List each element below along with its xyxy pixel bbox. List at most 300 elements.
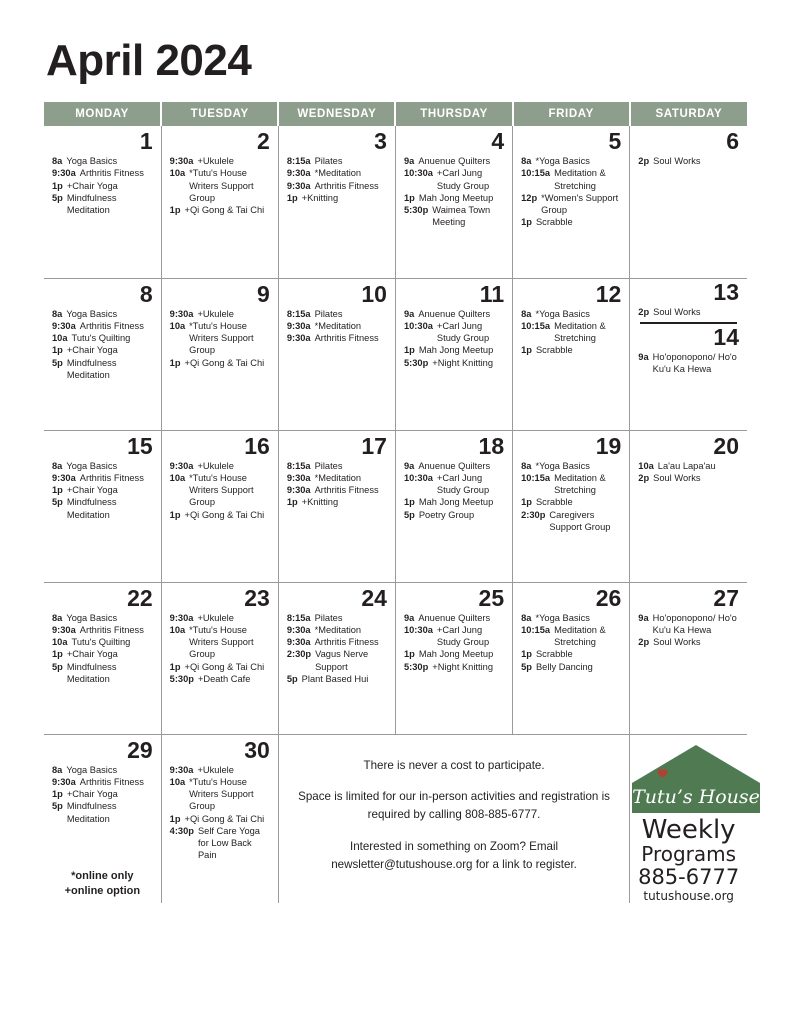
- event-time: 8:15a: [286, 308, 311, 319]
- calendar-day-cell[interactable]: [44, 126, 161, 278]
- event-item: [52, 484, 155, 496]
- event-item: [287, 180, 389, 192]
- event-description: Pilates: [314, 460, 343, 471]
- calendar-day-cell[interactable]: [44, 430, 161, 582]
- day-events: [44, 306, 161, 386]
- calendar-day-cell[interactable]: [278, 582, 395, 734]
- event-time: 9:30a: [169, 156, 194, 166]
- event-item: [404, 661, 506, 673]
- day-events: [162, 610, 278, 690]
- event-description: Pilates: [314, 612, 343, 623]
- event-description: Tutu's Quilting: [71, 637, 131, 648]
- calendar-week-row: [44, 126, 747, 278]
- event-item: [404, 509, 506, 521]
- event-description: Self Care Yoga for Low Back Pain: [197, 825, 260, 861]
- event-description: *Tutu's House Writers Support Group: [189, 168, 254, 203]
- event-time: 9:30a: [286, 637, 311, 648]
- calendar-day-cell[interactable]: [395, 582, 512, 734]
- day-number: 29: [127, 736, 153, 763]
- event-time: 9:30a: [286, 485, 311, 496]
- event-time: 8:15a: [286, 460, 311, 471]
- day-number: 17: [361, 432, 387, 459]
- event-time: 5p: [52, 801, 63, 812]
- event-time: 2:30p: [286, 649, 312, 660]
- event-description: *Yoga Basics: [535, 460, 590, 471]
- event-description: +Night Knitting: [432, 357, 493, 368]
- event-description: Mindfulness Meditation: [66, 661, 117, 684]
- event-description: *Tutu's House Writers Support Group: [189, 472, 254, 508]
- event-item: [521, 648, 623, 660]
- event-item: [287, 167, 389, 179]
- event-item: [52, 496, 155, 521]
- event-description: Mah Jong Meetup: [418, 497, 494, 508]
- event-description: Mah Jong Meetup: [418, 649, 494, 660]
- event-description: +Carl Jung Study Group: [436, 320, 490, 344]
- event-description: +Qi Gong & Tai Chi: [184, 205, 265, 216]
- day-events: [513, 153, 629, 233]
- event-description: +Carl Jung Study Group: [436, 168, 490, 191]
- day-events: [162, 458, 278, 525]
- event-item: [52, 320, 155, 332]
- day-events: [279, 610, 395, 690]
- weekday-thursday: THURSDAY: [395, 102, 512, 126]
- event-time: 5p: [52, 497, 63, 508]
- calendar-day-cell[interactable]: [513, 582, 630, 734]
- calendar-table: [44, 102, 761, 903]
- event-item: [638, 351, 741, 376]
- event-time: 9a: [638, 351, 649, 362]
- event-item: [521, 509, 623, 534]
- house-icon: [630, 743, 762, 815]
- day-number: 3: [374, 128, 387, 154]
- day-events: [396, 610, 512, 677]
- event-item: [521, 612, 623, 624]
- event-item: [287, 636, 389, 648]
- event-item: [170, 308, 272, 320]
- event-item: [170, 320, 272, 357]
- event-description: Meditation & Stretching: [554, 472, 606, 496]
- weekday-header-row: [44, 102, 747, 126]
- day-number: 22: [127, 584, 153, 611]
- day-events: [630, 349, 747, 380]
- event-item: [404, 155, 506, 167]
- event-time: 1p: [169, 661, 181, 672]
- day-number: 23: [244, 584, 270, 611]
- event-description: *Tutu's House Writers Support Group: [189, 776, 254, 812]
- event-time: 10a: [52, 637, 68, 648]
- calendar-day-cell[interactable]: [513, 430, 630, 582]
- event-item: [404, 624, 506, 649]
- event-time: 5:30p: [403, 205, 429, 216]
- svg-text:Tutu’s House: Tutu’s House: [632, 785, 761, 808]
- event-item: [521, 308, 623, 320]
- event-description: *Yoga Basics: [535, 612, 590, 623]
- day-half-top: [630, 279, 747, 322]
- event-item: [170, 357, 272, 369]
- calendar-day-cell[interactable]: [278, 126, 395, 278]
- event-time: 8a: [52, 308, 63, 319]
- event-time: 5:30p: [169, 673, 194, 684]
- event-item: [287, 624, 389, 636]
- event-time: 9:30a: [169, 308, 194, 319]
- event-description: +Chair Yoga: [66, 789, 118, 800]
- event-item: [52, 800, 155, 825]
- event-description: *Meditation: [314, 624, 362, 635]
- event-description: Ho'oponopono/ Ho'o Ku'u Ka Hewa: [652, 612, 737, 635]
- event-item: [287, 496, 389, 508]
- event-description: Waimea Town Meeting: [432, 205, 491, 228]
- day-events: [44, 610, 161, 690]
- event-item: [404, 460, 506, 472]
- page-title: April 2024: [46, 36, 252, 85]
- event-item: [404, 344, 506, 356]
- event-time: 2p: [638, 156, 650, 166]
- event-item: [638, 155, 741, 167]
- event-item: [52, 636, 155, 648]
- event-item: [287, 484, 389, 496]
- event-description: Mindfulness Meditation: [66, 357, 117, 380]
- event-item: [521, 661, 623, 673]
- event-description: Scrabble: [535, 649, 573, 660]
- logo-weekly-text: Weekly: [641, 814, 736, 845]
- event-item: [170, 612, 272, 624]
- day-events: [44, 153, 161, 220]
- event-item: [287, 332, 389, 344]
- event-item: [170, 673, 272, 685]
- weekday-saturday: SATURDAY: [630, 102, 747, 126]
- event-item: [170, 813, 272, 825]
- event-description: *Meditation: [314, 472, 362, 483]
- event-time: 2p: [638, 306, 650, 317]
- calendar-day-cell[interactable]: [44, 582, 161, 734]
- calendar-day-cell[interactable]: [278, 278, 395, 430]
- event-description: Mah Jong Meetup: [418, 192, 494, 203]
- event-time: 9:30a: [286, 333, 311, 344]
- event-time: 8a: [52, 156, 63, 166]
- event-item: [287, 673, 389, 685]
- event-time: 10a: [169, 472, 186, 483]
- event-time: 1p: [403, 192, 415, 203]
- event-description: Caregivers Support Group: [549, 509, 611, 532]
- event-description: Ho'oponopono/ Ho'o Ku'u Ka Hewa: [652, 351, 737, 375]
- calendar-day-cell[interactable]: [513, 278, 630, 430]
- event-description: La'au Lapa'au: [657, 460, 716, 471]
- event-item: [404, 496, 506, 508]
- event-description: Yoga Basics: [66, 156, 118, 166]
- calendar-day-cell[interactable]: [395, 430, 512, 582]
- event-time: 5:30p: [403, 661, 429, 672]
- event-item: [52, 776, 155, 788]
- event-item: [52, 357, 155, 382]
- event-item: [404, 612, 506, 624]
- calendar-day-cell[interactable]: [513, 126, 630, 278]
- event-description: +Qi Gong & Tai Chi: [184, 661, 265, 672]
- event-item: [52, 308, 155, 320]
- calendar-day-cell[interactable]: [161, 734, 278, 903]
- event-item: [52, 612, 155, 624]
- event-time: 5p: [286, 673, 298, 684]
- event-time: 5p: [52, 192, 63, 203]
- event-time: 1p: [403, 649, 415, 660]
- legend-online-only: *online only: [71, 869, 134, 882]
- event-item: [638, 460, 741, 472]
- event-item: [52, 460, 155, 472]
- event-description: *Yoga Basics: [535, 156, 590, 166]
- event-time: 5:30p: [403, 357, 429, 368]
- event-time: 9a: [638, 612, 649, 623]
- day-number: 26: [595, 584, 622, 611]
- day-events: [630, 304, 747, 322]
- event-item: [52, 764, 155, 776]
- event-item: [521, 624, 623, 649]
- event-time: 9:30a: [286, 320, 311, 331]
- event-description: Plant Based Hui: [301, 673, 369, 684]
- event-time: 10:30a: [403, 168, 433, 179]
- day-number: 27: [713, 584, 739, 611]
- event-description: Scrabble: [535, 497, 573, 508]
- event-time: 9a: [403, 612, 415, 623]
- logo-cell: [630, 734, 761, 903]
- event-time: 1p: [169, 357, 181, 368]
- calendar-day-cell[interactable]: [395, 278, 512, 430]
- event-time: 1p: [403, 345, 415, 356]
- event-time: 9a: [403, 156, 415, 166]
- event-item: [287, 155, 389, 167]
- event-description: Scrabble: [535, 345, 573, 356]
- event-time: 8a: [521, 612, 532, 623]
- event-description: Mindfulness Meditation: [66, 192, 117, 216]
- event-description: Anuenue Quilters: [418, 460, 491, 471]
- message-cost: There is never a cost to participate.: [363, 758, 545, 772]
- event-time: 8a: [521, 308, 532, 319]
- calendar-week-row: [44, 278, 747, 430]
- event-description: Arthritis Fitness: [314, 485, 379, 496]
- event-time: 9:30a: [52, 624, 76, 635]
- event-description: Pilates: [314, 308, 343, 319]
- calendar-week-row: [44, 430, 747, 582]
- event-time: 9:30a: [169, 764, 194, 775]
- event-time: 1p: [52, 180, 63, 191]
- event-item: [170, 167, 272, 204]
- event-item: [404, 192, 506, 204]
- event-description: +Knitting: [301, 192, 339, 203]
- event-item: [287, 612, 389, 624]
- legend: [44, 869, 161, 899]
- calendar-day-cell[interactable]: [161, 582, 278, 734]
- event-description: Arthritis Fitness: [79, 168, 144, 179]
- event-time: 1p: [52, 485, 63, 496]
- message-registration: Space is limited for our in-person activities and registration is required by calling 808-885-6777.: [298, 790, 610, 822]
- event-time: 10a: [169, 624, 186, 635]
- event-time: 2p: [638, 472, 650, 483]
- event-description: Belly Dancing: [535, 661, 593, 672]
- event-item: [521, 496, 623, 508]
- event-time: 9:30a: [52, 776, 76, 787]
- day-events: [162, 153, 278, 220]
- event-item: [404, 167, 506, 192]
- event-item: [170, 460, 272, 472]
- event-time: 10:15a: [521, 168, 551, 179]
- event-time: 10:15a: [521, 320, 551, 331]
- event-time: 1p: [521, 497, 532, 508]
- event-time: 1p: [52, 789, 63, 800]
- event-description: Vagus Nerve Support: [315, 649, 369, 672]
- event-item: [287, 308, 389, 320]
- event-item: [521, 460, 623, 472]
- day-number: 15: [127, 432, 153, 459]
- event-time: 1p: [403, 497, 415, 508]
- event-time: 1p: [521, 217, 532, 228]
- event-description: Anuenue Quilters: [418, 308, 491, 319]
- event-item: [287, 192, 389, 204]
- event-item: [52, 788, 155, 800]
- day-number: 24: [361, 584, 387, 611]
- event-description: Yoga Basics: [66, 612, 118, 623]
- event-time: 10a: [169, 320, 186, 331]
- info-message: [279, 735, 629, 875]
- event-description: +Qi Gong & Tai Chi: [184, 509, 265, 520]
- event-description: Yoga Basics: [66, 764, 118, 775]
- event-item: [404, 308, 506, 320]
- event-time: 1p: [52, 345, 63, 356]
- event-time: 8a: [521, 156, 532, 166]
- event-item: [52, 624, 155, 636]
- event-time: 5p: [52, 357, 63, 368]
- day-number: 1: [139, 128, 153, 154]
- calendar-day-cell[interactable]: [161, 278, 278, 430]
- event-description: Arthritis Fitness: [314, 180, 379, 191]
- event-time: 10:15a: [521, 472, 551, 483]
- event-time: 10:30a: [403, 624, 433, 635]
- day-events: [630, 610, 747, 653]
- event-time: 9:30a: [286, 472, 311, 483]
- calendar-day-cell[interactable]: [395, 126, 512, 278]
- calendar-day-cell[interactable]: [630, 582, 747, 734]
- event-time: 1p: [52, 649, 63, 660]
- day-number: 18: [478, 432, 505, 459]
- event-item: [52, 155, 155, 167]
- event-time: 9:30a: [52, 472, 76, 483]
- event-description: Soul Works: [653, 156, 701, 166]
- event-description: *Yoga Basics: [535, 308, 590, 319]
- event-item: [638, 636, 741, 648]
- event-item: [521, 167, 623, 192]
- event-item: [404, 648, 506, 660]
- event-description: +Ukulele: [197, 460, 234, 471]
- event-time: 8a: [52, 612, 63, 623]
- calendar-day-cell[interactable]: [44, 734, 161, 903]
- day-half-bottom: [630, 324, 747, 380]
- event-time: 1p: [286, 497, 298, 508]
- tutus-house-logo: [630, 735, 761, 904]
- calendar-day-cell[interactable]: [630, 278, 747, 430]
- event-time: 10a: [52, 333, 68, 344]
- day-number: 5: [608, 128, 622, 154]
- day-number: 25: [478, 584, 505, 611]
- day-number: 14: [713, 323, 739, 350]
- event-time: 10a: [169, 776, 186, 787]
- event-description: +Ukulele: [197, 612, 234, 623]
- event-time: 1p: [169, 509, 181, 520]
- event-time: 9a: [403, 460, 415, 471]
- day-number: 16: [244, 432, 270, 459]
- event-item: [170, 825, 272, 862]
- event-description: +Knitting: [301, 497, 339, 508]
- event-description: Arthritis Fitness: [314, 333, 379, 344]
- day-events: [513, 610, 629, 677]
- event-time: 1p: [286, 192, 298, 203]
- event-description: +Carl Jung Study Group: [436, 624, 490, 648]
- event-item: [521, 320, 623, 345]
- event-item: [170, 624, 272, 661]
- event-description: Mah Jong Meetup: [418, 345, 494, 356]
- event-description: +Chair Yoga: [66, 485, 118, 496]
- event-time: 9:30a: [169, 612, 194, 623]
- event-time: 9:30a: [52, 168, 76, 179]
- day-events: [162, 762, 278, 866]
- calendar-day-cell[interactable]: [630, 430, 747, 582]
- event-time: 1p: [521, 345, 532, 356]
- event-item: [52, 472, 155, 484]
- event-item: [404, 204, 506, 229]
- event-item: [521, 216, 623, 228]
- event-time: 10a: [638, 460, 654, 471]
- event-item: [287, 472, 389, 484]
- calendar-day-cell[interactable]: [630, 126, 747, 278]
- calendar-day-cell[interactable]: [278, 430, 395, 582]
- day-events: [630, 458, 747, 489]
- event-time: 12p: [521, 192, 538, 203]
- day-events: [396, 153, 512, 233]
- event-description: *Meditation: [314, 320, 362, 331]
- event-item: [52, 661, 155, 686]
- event-description: Yoga Basics: [66, 308, 118, 319]
- event-description: *Tutu's House Writers Support Group: [189, 624, 254, 660]
- calendar-day-cell[interactable]: [44, 278, 161, 430]
- day-events: [396, 306, 512, 373]
- legend-online-option: +online option: [64, 884, 141, 897]
- calendar-day-cell[interactable]: [161, 126, 278, 278]
- day-number: 6: [726, 128, 739, 154]
- event-item: [287, 648, 389, 673]
- logo-url-text: tutushouse.org: [643, 888, 734, 903]
- day-number: 2: [257, 128, 270, 154]
- event-item: [521, 472, 623, 497]
- event-time: 10:30a: [403, 320, 433, 331]
- event-description: Arthritis Fitness: [314, 637, 379, 648]
- calendar-week-row: [44, 734, 747, 903]
- event-description: Arthritis Fitness: [79, 472, 144, 483]
- event-description: Mindfulness Meditation: [66, 497, 117, 520]
- event-time: 10:30a: [403, 472, 433, 483]
- calendar-day-cell[interactable]: [161, 430, 278, 582]
- event-time: 4:30p: [169, 825, 194, 836]
- day-number: 9: [257, 280, 270, 307]
- event-time: 2:30p: [521, 509, 546, 520]
- day-events: [44, 458, 161, 525]
- event-description: Tutu's Quilting: [71, 333, 131, 344]
- event-item: [638, 612, 741, 637]
- event-description: +Ukulele: [197, 308, 234, 319]
- event-item: [404, 320, 506, 345]
- calendar-week-row: [44, 582, 747, 734]
- event-description: +Chair Yoga: [66, 180, 118, 191]
- info-message-cell: [278, 734, 629, 903]
- event-time: 9:30a: [286, 180, 311, 191]
- day-number: 11: [479, 280, 505, 307]
- event-time: 8a: [52, 764, 63, 775]
- event-description: Soul Works: [653, 472, 701, 483]
